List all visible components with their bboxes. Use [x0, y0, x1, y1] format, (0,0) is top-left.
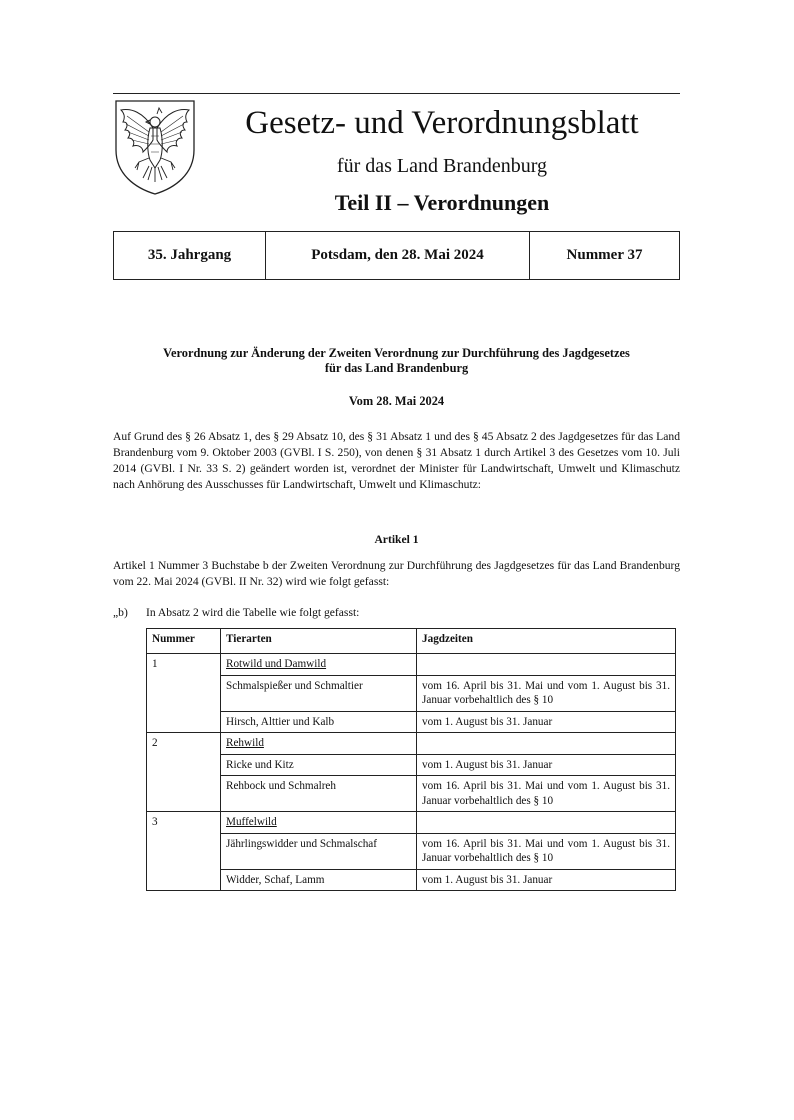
animal-cell: Ricke und Kitz — [221, 754, 417, 776]
table-row — [147, 654, 676, 676]
season-cell: vom 1. August bis 31. Januar — [417, 711, 676, 733]
issue-info-box — [113, 231, 680, 280]
article-paragraph: Artikel 1 Nummer 3 Buchstabe b der Zweiten Verordnung zur Durchführung des Jagdgesetzes für das Land Brandenburg vom 22. Mai 2024 (GVBl. II Nr. 32) wird wie folgt gefasst: — [113, 559, 680, 588]
table-row — [147, 833, 676, 869]
gazette-part: Teil II – Verordnungen — [334, 190, 550, 215]
header-number: Nummer — [147, 629, 221, 654]
quote-text: In Absatz 2 wird die Tabelle wie folgt gefasst: — [146, 606, 360, 619]
animal-cell: Rehbock und Schmalreh — [221, 776, 417, 812]
group-number: 1 — [147, 654, 221, 733]
article-heading: Artikel 1 — [374, 533, 419, 546]
gazette-subtitle: für das Land Brandenburg — [336, 155, 548, 177]
group-season-empty — [417, 733, 676, 755]
header-species: Tierarten — [221, 629, 417, 654]
group-species: Muffelwild — [221, 812, 417, 834]
season-cell: vom 16. April bis 31. Mai und vom 1. August bis 31. Januar vorbehaltlich des § 10 — [417, 776, 676, 812]
table-row — [147, 812, 676, 834]
regulation-title-line1: Verordnung zur Änderung der Zweiten Verordnung zur Durchführung des Jagdgesetzes — [163, 346, 630, 360]
gazette-title: Gesetz- und Verordnungsblatt — [245, 105, 639, 141]
animal-cell: Schmalspießer und Schmaltier — [221, 675, 417, 711]
animal-cell: Widder, Schaf, Lamm — [221, 869, 417, 891]
table-row — [147, 711, 676, 733]
header-rule — [113, 93, 680, 94]
issue-number: Nummer 37 — [566, 247, 643, 263]
hunting-season-table — [146, 628, 676, 891]
issue-place-date: Potsdam, den 28. Mai 2024 — [266, 232, 530, 279]
animal-cell: Hirsch, Alttier und Kalb — [221, 711, 417, 733]
group-number: 2 — [147, 733, 221, 812]
regulation-title — [113, 346, 680, 376]
season-cell: vom 16. April bis 31. Mai und vom 1. August bis 31. Januar vorbehaltlich des § 10 — [417, 833, 676, 869]
table-row — [147, 675, 676, 711]
quote-marker: „b) — [113, 606, 128, 619]
season-cell: vom 16. April bis 31. Mai und vom 1. August bis 31. Januar vorbehaltlich des § 10 — [417, 675, 676, 711]
group-species: Rotwild und Damwild — [221, 654, 417, 676]
group-number: 3 — [147, 812, 221, 891]
table-row — [147, 776, 676, 812]
season-cell: vom 1. August bis 31. Januar — [417, 754, 676, 776]
group-season-empty — [417, 654, 676, 676]
preamble-paragraph: Auf Grund des § 26 Absatz 1, des § 29 Absatz 10, des § 31 Absatz 1 und des § 45 Absatz 2 des Jagdgesetzes für das Land Brandenburg vom 9. Oktober 2003 (GVBl. I S. 250), von denen § 31 Absatz 1 durch Artikel 3 des Gesetzes vom 10. Juli 2014 (GVBl. I Nr. 33 S. 2) geändert worden ist, verordnet der Minister für Landwirtschaft, Umwelt und Klimaschutz nach Anhörung des Ausschusses für Landwirtschaft, Umwelt und Klimaschutz: — [113, 430, 680, 491]
issue-volume: 35. Jahrgang — [114, 232, 266, 279]
group-species: Rehwild — [221, 733, 417, 755]
table-row — [147, 754, 676, 776]
table-row — [147, 869, 676, 891]
regulation-title-line2: für das Land Brandenburg — [324, 361, 469, 375]
season-cell: vom 1. August bis 31. Januar — [417, 869, 676, 891]
regulation-date: Vom 28. Mai 2024 — [348, 394, 445, 408]
group-season-empty — [417, 812, 676, 834]
brandenburg-eagle-icon — [113, 98, 197, 196]
animal-cell: Jährlingswidder und Schmalschaf — [221, 833, 417, 869]
header-seasons: Jagdzeiten — [417, 629, 676, 654]
table-header-row — [147, 629, 676, 654]
table-row — [147, 733, 676, 755]
